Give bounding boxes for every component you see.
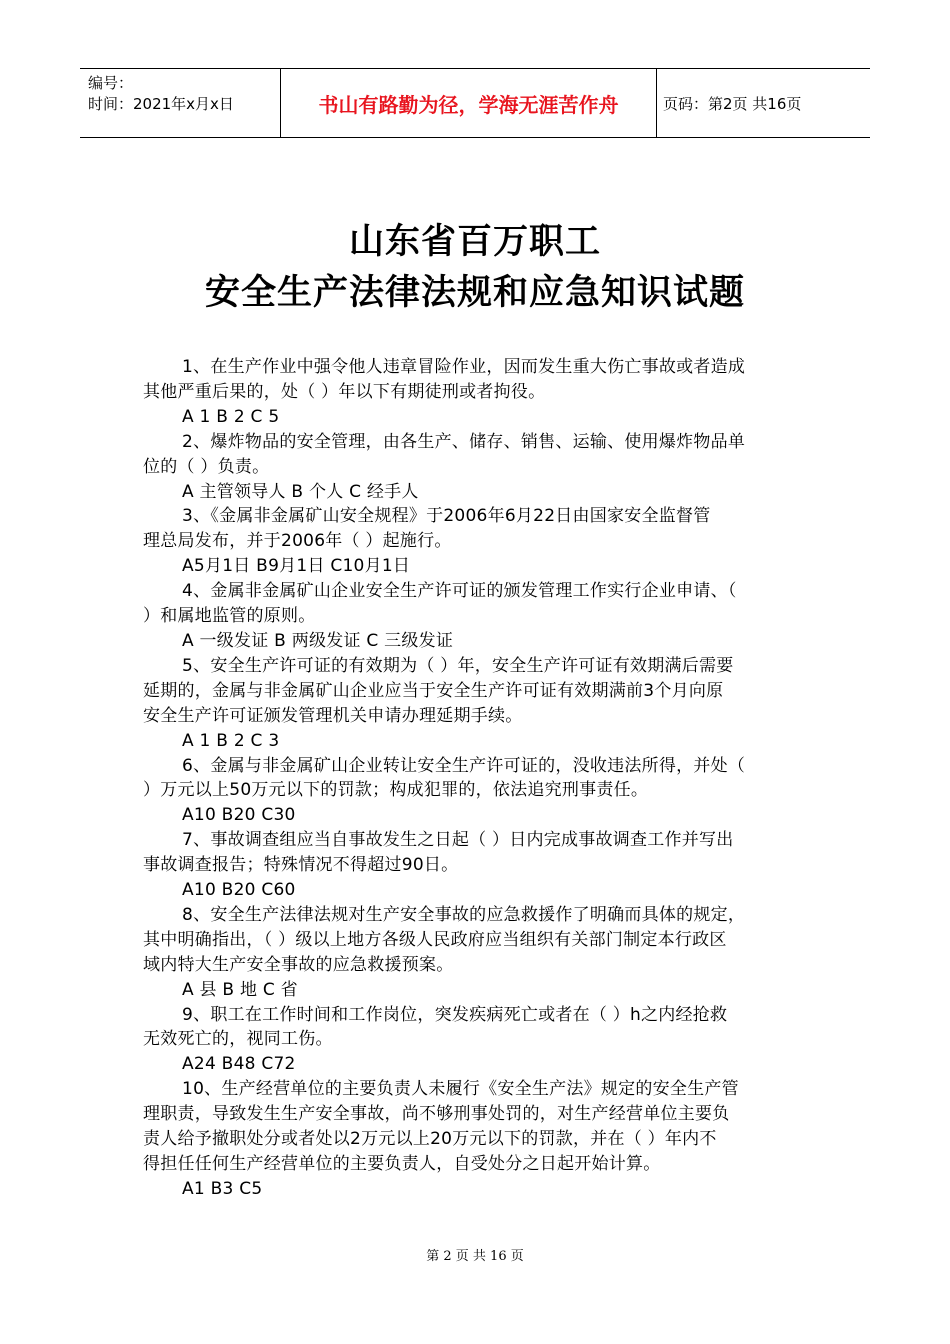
text-line: 9、职工在工作时间和工作岗位，突发疾病死亡或者在（ ）h之内经抢救 xyxy=(182,1004,728,1025)
answer-options: A 1 B 2 C 5 xyxy=(182,406,280,427)
question-list xyxy=(143,355,810,1202)
answer-options: A10 B20 C30 xyxy=(182,805,296,826)
answer-options: A1 B3 C5 xyxy=(182,1178,263,1199)
text-line: 域内特大生产安全事故的应急救援预案。 xyxy=(143,954,454,975)
text-line: 8、安全生产法律法规对生产安全事故的应急救援作了明确而具体的规定， xyxy=(182,904,746,925)
text-line: 3、《金属非金属矿山安全规程》于2006年6月22日由国家安全监督管 xyxy=(182,506,711,527)
text-line: ）万元以上50万元以下的罚款；构成犯罪的，依法追究刑事责任。 xyxy=(143,780,649,801)
date-line: 时间：2021年x月x日 xyxy=(88,95,234,113)
text-line: 4、金属非金属矿山企业安全生产许可证的颁发管理工作实行企业申请、（ xyxy=(182,581,737,602)
answer-options: A24 B48 C72 xyxy=(182,1054,296,1075)
text-line: 位的（ ）负责。 xyxy=(143,456,270,477)
document-title-line2: 安全生产法律法规和应急知识试题 xyxy=(204,272,745,313)
text-line: 其中明确指出，（ ）级以上地方各级人民政府应当组织有关部门制定本行政区 xyxy=(143,929,727,950)
header-table xyxy=(80,68,870,138)
answer-options: A 县 B 地 C 省 xyxy=(182,979,298,1000)
header-meta-cell xyxy=(80,69,281,137)
text-line: 其他严重后果的，处（ ）年以下有期徒刑或者拘役。 xyxy=(143,381,546,402)
text-line: 无效死亡的，视同工伤。 xyxy=(143,1029,333,1050)
text-line: 安全生产许可证颁发管理机关申请办理延期手续。 xyxy=(143,705,523,726)
number-label: 编号： xyxy=(88,74,134,92)
text-line: 5、安全生产许可证的有效期为（ ）年，安全生产许可证有效期满后需要 xyxy=(182,655,734,676)
document-title-line1: 山东省百万职工 xyxy=(348,221,601,262)
answer-options: A5月1日 B9月1日 C10月1日 xyxy=(182,556,411,577)
text-line: 得担任任何生产经营单位的主要负责人，自受处分之日起开始计算。 xyxy=(143,1154,661,1174)
answer-options: A10 B20 C60 xyxy=(182,880,296,901)
page-info: 页码：第2页 共16页 xyxy=(663,94,802,113)
answer-options: A 一级发证 B 两级发证 C 三级发证 xyxy=(182,630,454,651)
text-line: 理职责，导致发生生产安全事故，尚不够刑事处罚的，对生产经营单位主要负 xyxy=(143,1104,730,1125)
text-line: ）和属地监管的原则。 xyxy=(143,606,316,627)
text-line: 7、事故调查组应当自事故发生之日起（ ）日内完成事故调查工作并写出 xyxy=(182,830,734,851)
text-line: 事故调查报告；特殊情况不得超过90日。 xyxy=(143,855,459,876)
text-line: 延期的，金属与非金属矿山企业应当于安全生产许可证有效期满前3个月向原 xyxy=(143,680,724,701)
text-line: 10、生产经营单位的主要负责人未履行《安全生产法》规定的安全生产管 xyxy=(182,1079,739,1100)
answer-options: A 主管领导人 B 个人 C 经手人 xyxy=(182,481,419,502)
text-line: 理总局发布，并于2006年（ ）起施行。 xyxy=(143,531,452,552)
text-line: 1、在生产作业中强令他人违章冒险作业，因而发生重大伤亡事故或者造成 xyxy=(182,357,746,377)
motto: 书山有路勤为径，学海无涯苦作舟 xyxy=(281,69,657,137)
text-line: 责人给予撤职处分或者处以2万元以上20万元以下的罚款，并在（ ）年内不 xyxy=(143,1129,717,1150)
text-line: 2、爆炸物品的安全管理，由各生产、储存、销售、运输、使用爆炸物品单 xyxy=(182,431,746,452)
page-footer: 第 2 页 共 16 页 xyxy=(426,1249,524,1264)
text-line: 6、金属与非金属矿山企业转让安全生产许可证的，没收违法所得，并处（ xyxy=(182,755,746,776)
answer-options: A 1 B 2 C 3 xyxy=(182,730,280,751)
